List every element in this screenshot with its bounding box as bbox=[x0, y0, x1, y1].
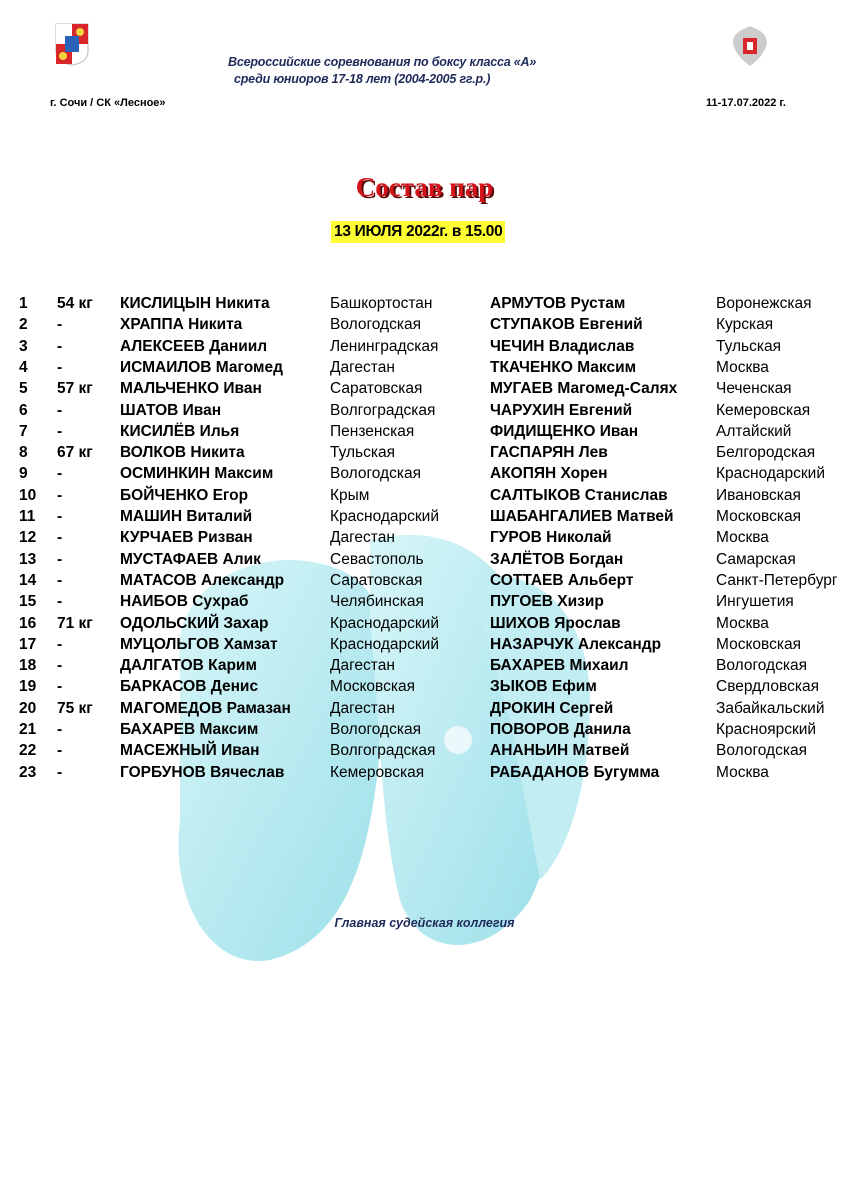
bout-number: 16 bbox=[19, 614, 37, 632]
weight-class: - bbox=[57, 657, 63, 675]
weight-class: 67 кг bbox=[57, 444, 93, 462]
region-blue: Белгородская bbox=[716, 444, 816, 462]
table-row bbox=[0, 293, 849, 314]
bout-number: 7 bbox=[19, 422, 28, 440]
boxer-blue: АКОПЯН Хорен bbox=[490, 465, 608, 483]
region-blue: Вологодская bbox=[716, 742, 807, 760]
weight-class: 54 кг bbox=[57, 295, 93, 312]
table-row bbox=[0, 634, 849, 655]
ministry-emblem-logo bbox=[730, 22, 770, 68]
bout-number: 23 bbox=[19, 763, 37, 781]
table-row bbox=[0, 613, 849, 634]
region-blue: Тульская bbox=[716, 337, 782, 355]
bout-number: 2 bbox=[19, 316, 28, 334]
bout-number: 13 bbox=[19, 550, 37, 568]
region-blue: Воронежская bbox=[716, 295, 812, 312]
region-blue: Курская bbox=[716, 316, 774, 334]
boxer-blue: СОТТАЕВ Альберт bbox=[490, 571, 634, 589]
bout-number: 14 bbox=[19, 571, 37, 589]
table-row bbox=[0, 506, 849, 527]
weight-class: - bbox=[57, 571, 63, 589]
boxer-red: МАСЕЖНЫЙ Иван bbox=[120, 742, 260, 760]
boxer-red: КИСЛИЦЫН Никита bbox=[120, 295, 270, 312]
table-row bbox=[0, 400, 849, 421]
region-red: Краснодарский bbox=[330, 614, 439, 632]
boxer-red: МАШИН Виталий bbox=[120, 508, 253, 525]
boxer-red: КУРЧАЕВ Ризван bbox=[120, 529, 253, 547]
boxer-red: ХРАППА Никита bbox=[120, 316, 243, 334]
bout-number: 15 bbox=[19, 593, 37, 611]
boxer-red: ШАТОВ Иван bbox=[120, 401, 222, 419]
boxer-blue: ФИДИЩЕНКО Иван bbox=[490, 422, 639, 440]
region-red: Саратовская bbox=[330, 571, 423, 589]
weight-class: - bbox=[57, 316, 63, 334]
bout-number: 22 bbox=[19, 742, 37, 760]
boxer-blue: ПУГОЕВ Хизир bbox=[490, 593, 604, 611]
region-red: Московская bbox=[330, 678, 415, 696]
region-blue: Ивановская bbox=[716, 486, 801, 504]
bout-number: 12 bbox=[19, 529, 37, 547]
table-row bbox=[0, 357, 849, 378]
boxer-blue: МУГАЕВ Магомед-Салях bbox=[490, 380, 678, 398]
weight-class: - bbox=[57, 742, 63, 760]
weight-class: - bbox=[57, 678, 63, 696]
boxer-red: КИСИЛЁВ Илья bbox=[120, 422, 240, 440]
region-red: Дагестан bbox=[330, 699, 395, 717]
boxer-blue: ТКАЧЕНКО Максим bbox=[490, 358, 637, 376]
boxer-blue: ГАСПАРЯН Лев bbox=[490, 444, 608, 462]
region-blue: Свердловская bbox=[716, 678, 819, 696]
table-row bbox=[0, 421, 849, 442]
table-row bbox=[0, 485, 849, 506]
weight-class: - bbox=[57, 529, 63, 547]
boxer-blue: ШАБАНГАЛИЕВ Матвей bbox=[490, 508, 674, 525]
region-blue: Кемеровская bbox=[716, 401, 811, 419]
region-blue: Москва bbox=[716, 614, 769, 632]
bout-number: 17 bbox=[19, 635, 37, 653]
bout-number: 10 bbox=[19, 486, 37, 504]
bout-number: 6 bbox=[19, 401, 28, 419]
boxer-red: НАИБОВ Сухраб bbox=[120, 593, 249, 611]
region-red: Ленинградская bbox=[330, 337, 439, 355]
weight-class: - bbox=[57, 721, 63, 738]
boxer-blue: ПОВОРОВ Данила bbox=[490, 721, 631, 738]
weight-class: - bbox=[57, 508, 63, 525]
region-blue: Самарская bbox=[716, 550, 796, 568]
boxer-red: МУСТАФАЕВ Алик bbox=[120, 550, 261, 568]
bout-number: 18 bbox=[19, 657, 37, 675]
region-red: Краснодарский bbox=[330, 508, 439, 525]
region-red: Тульская bbox=[330, 444, 396, 462]
region-red: Волгоградская bbox=[330, 742, 436, 760]
bout-number: 20 bbox=[19, 699, 37, 717]
region-red: Вологодская bbox=[330, 465, 421, 483]
bout-number: 4 bbox=[19, 358, 28, 376]
boxer-blue: СТУПАКОВ Евгений bbox=[490, 316, 643, 334]
boxer-red: МАТАСОВ Александр bbox=[120, 571, 285, 589]
table-row bbox=[0, 762, 849, 783]
bout-number: 5 bbox=[19, 380, 28, 398]
weight-class: - bbox=[57, 486, 63, 504]
table-row bbox=[0, 740, 849, 761]
region-blue: Ингушетия bbox=[716, 593, 794, 611]
weight-class: - bbox=[57, 358, 63, 376]
boxer-blue: ШИХОВ Ярослав bbox=[490, 614, 621, 632]
boxer-blue: ЗАЛЁТОВ Богдан bbox=[490, 550, 624, 568]
boxer-blue: АНАНЬИН Матвей bbox=[490, 742, 630, 760]
boxer-red: ИСМАИЛОВ Магомед bbox=[120, 358, 283, 376]
region-blue: Красноярский bbox=[716, 721, 817, 738]
region-red: Крым bbox=[330, 486, 370, 504]
boxer-red: БАХАРЕВ Максим bbox=[120, 721, 259, 738]
bout-number: 11 bbox=[19, 508, 36, 525]
footer-signature: Главная судейская коллегия bbox=[334, 916, 515, 930]
weight-class: 75 кг bbox=[57, 699, 93, 717]
boxer-red: АЛЕКСЕЕВ Даниил bbox=[120, 337, 268, 355]
region-blue: Москва bbox=[716, 358, 769, 376]
table-row bbox=[0, 336, 849, 357]
boxer-red: МАЛЬЧЕНКО Иван bbox=[120, 380, 262, 398]
region-blue: Забайкальский bbox=[716, 699, 825, 717]
bout-number: 9 bbox=[19, 465, 28, 483]
weight-class: - bbox=[57, 550, 63, 568]
table-row bbox=[0, 591, 849, 612]
region-blue: Санкт-Петербург bbox=[716, 571, 838, 589]
region-red: Волгоградская bbox=[330, 401, 436, 419]
session-datetime: 13 ИЮЛЯ 2022г. в 15.00 bbox=[331, 221, 505, 243]
event-title-line2: среди юниоров 17-18 лет (2004-2005 гг.р.) bbox=[234, 72, 491, 86]
boxer-red: ГОРБУНОВ Вячеслав bbox=[120, 763, 285, 781]
table-row bbox=[0, 314, 849, 335]
region-blue: Московская bbox=[716, 635, 801, 653]
boxer-red: БОЙЧЕНКО Егор bbox=[120, 486, 249, 504]
table-row bbox=[0, 655, 849, 676]
boxer-blue: АРМУТОВ Рустам bbox=[490, 295, 626, 312]
table-row bbox=[0, 442, 849, 463]
boxer-red: ОДОЛЬСКИЙ Захар bbox=[120, 614, 269, 632]
table-row bbox=[0, 719, 849, 740]
boxer-blue: ЧЕЧИН Владислав bbox=[490, 337, 635, 355]
region-blue: Вологодская bbox=[716, 657, 807, 675]
boxer-blue: ЧАРУХИН Евгений bbox=[490, 401, 633, 419]
region-red: Башкортостан bbox=[330, 295, 433, 312]
region-red: Краснодарский bbox=[330, 635, 439, 653]
table-row bbox=[0, 378, 849, 399]
boxer-red: ВОЛКОВ Никита bbox=[120, 444, 245, 462]
event-dates: 11-17.07.2022 г. bbox=[706, 97, 786, 109]
bout-number: 21 bbox=[19, 721, 37, 738]
region-red: Пензенская bbox=[330, 422, 415, 440]
region-blue: Краснодарский bbox=[716, 465, 825, 483]
table-row bbox=[0, 698, 849, 719]
boxer-blue: ДРОКИН Сергей bbox=[490, 699, 614, 717]
region-red: Челябинская bbox=[330, 593, 424, 611]
bout-number: 1 bbox=[19, 295, 28, 312]
boxer-blue: САЛТЫКОВ Станислав bbox=[490, 486, 668, 504]
bout-number: 8 bbox=[19, 444, 28, 462]
bout-number: 3 bbox=[19, 337, 28, 355]
boxer-red: МУЦОЛЬГОВ Хамзат bbox=[120, 635, 278, 653]
weight-class: - bbox=[57, 635, 63, 653]
region-blue: Москва bbox=[716, 763, 769, 781]
page-title: Состав пар bbox=[355, 172, 494, 202]
table-row bbox=[0, 463, 849, 484]
region-red: Севастополь bbox=[330, 550, 424, 568]
venue: г. Сочи / СК «Лесное» bbox=[50, 97, 166, 109]
weight-class: - bbox=[57, 422, 63, 440]
boxer-blue: ГУРОВ Николай bbox=[490, 529, 612, 547]
bout-number: 19 bbox=[19, 678, 37, 696]
boxer-blue: ЗЫКОВ Ефим bbox=[490, 678, 597, 696]
table-row bbox=[0, 527, 849, 548]
weight-class: - bbox=[57, 763, 63, 781]
boxer-red: ОСМИНКИН Максим bbox=[120, 465, 274, 483]
table-row bbox=[0, 676, 849, 697]
region-red: Дагестан bbox=[330, 529, 395, 547]
boxer-red: БАРКАСОВ Денис bbox=[120, 678, 259, 696]
region-blue: Алтайский bbox=[716, 422, 792, 440]
event-title-line1: Всероссийские соревнования по боксу класса «А» bbox=[228, 55, 537, 69]
table-row bbox=[0, 549, 849, 570]
region-blue: Чеченская bbox=[716, 380, 792, 398]
weight-class: - bbox=[57, 465, 63, 483]
region-red: Кемеровская bbox=[330, 763, 425, 781]
weight-class: 71 кг bbox=[57, 614, 93, 632]
region-red: Дагестан bbox=[330, 358, 395, 376]
region-red: Дагестан bbox=[330, 657, 395, 675]
boxer-red: ДАЛГАТОВ Карим bbox=[120, 657, 257, 675]
boxer-blue: РАБАДАНОВ Бугумма bbox=[490, 763, 660, 781]
table-row bbox=[0, 570, 849, 591]
region-blue: Москва bbox=[716, 529, 769, 547]
boxer-red: МАГОМЕДОВ Рамазан bbox=[120, 699, 291, 717]
boxer-blue: БАХАРЕВ Михаил bbox=[490, 657, 629, 675]
sochi-coat-of-arms-logo bbox=[54, 22, 90, 66]
weight-class: - bbox=[57, 337, 63, 355]
weight-class: - bbox=[57, 593, 63, 611]
weight-class: - bbox=[57, 401, 63, 419]
region-red: Вологодская bbox=[330, 316, 421, 334]
region-red: Вологодская bbox=[330, 721, 421, 738]
region-blue: Московская bbox=[716, 508, 801, 525]
boxer-blue: НАЗАРЧУК Александр bbox=[490, 635, 662, 653]
weight-class: 57 кг bbox=[57, 380, 93, 398]
region-red: Саратовская bbox=[330, 380, 423, 398]
